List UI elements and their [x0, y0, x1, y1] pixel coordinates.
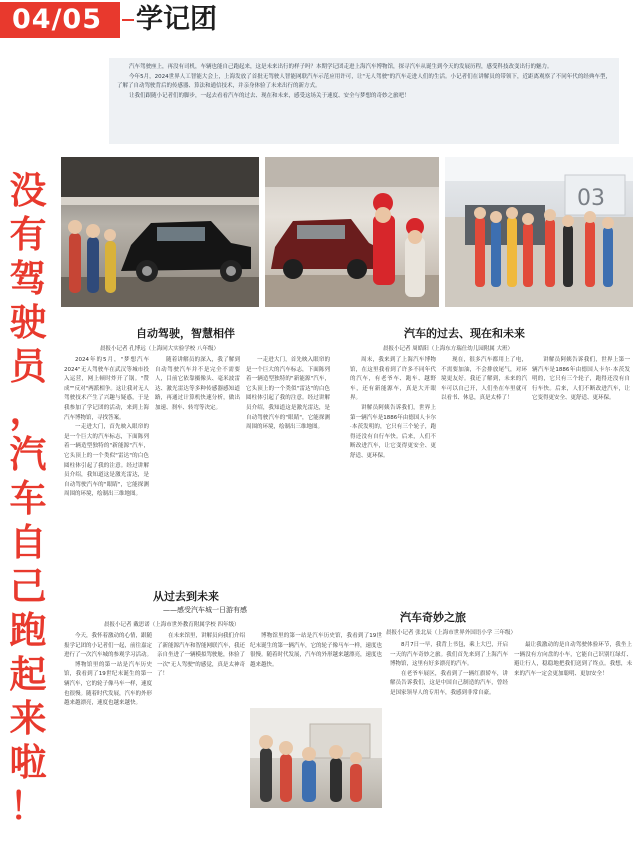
page-number: 04/05 [0, 2, 120, 38]
article-paragraph: 在未来馆里，讲解员向我们介绍了新能源汽车和智能网联汽车，我还亲自坐进了一辆模拟驾驶舱，体验了一次"无人驾驶"的感觉，真是太神奇了！ [157, 633, 245, 678]
article-paragraph: 一走进大门，首先映入眼帘的是一个巨大的汽车标志，下面陈列着一辆造型独特的"新能源"汽车，它头顶上的一个类似"雷达"的白色圆柱体引起了我的注意。经过讲解员介绍，我知道这是激光雷达，是自动驾驶汽车的"眼睛"，它能探测周围的环境，绘制出三维地图。 [246, 357, 330, 431]
article-byline: 晨报小记者 戴思诺（上海市世外教育附属学校 四年级） [104, 622, 240, 628]
article-body [441, 356, 527, 576]
article-body [64, 632, 152, 847]
intro-paragraph: 汽车驾驶座上，再没有司机，车辆也能自己跑起来，这是未来出行的样子吗？本期学记团走进上海汽车博物馆，探寻汽车从诞生到今天的发展历程，感受科技改变出行的魅力。 [129, 64, 553, 70]
article-title-car-history: 汽车的过去、现在和未来 [404, 327, 525, 340]
article-paragraph: 讲解员阿姨告诉我们，世界上第一辆汽车是1886年由德国人卡尔·本茨发明的，它只有三个轮子，跑得还没有自行车快。后来，人们不断改进汽车，让它变得更安全、更舒适、更环保。 [532, 357, 630, 402]
article-body [390, 641, 508, 851]
headline-char: 己 [9, 564, 47, 608]
page-header [0, 0, 640, 44]
article-title-past-future: 从过去到未来 [153, 590, 219, 603]
article-byline: 晨报小记者 周皓阳（上海东方瑞仕幼儿园附属 大班） [383, 346, 513, 352]
headline-char: 起 [9, 652, 47, 696]
intro-paragraph: 让我们跟随小记者们的脚步，一起去看看汽车的过去、现在和未来，感受这场关于速度、安全与梦想的奇妙之旅吧！ [129, 92, 410, 99]
red-car-illustration [265, 157, 439, 307]
article-body [250, 632, 382, 704]
headline-char: 驶 [9, 300, 47, 344]
intro-box [109, 58, 619, 144]
article-paragraph: 周末，我来到了上海汽车博物馆，在这里我看到了许多不同年代的汽车，有老爷车、跑车、越野车，还有新能源车，真是大开眼界。 [350, 357, 436, 402]
headline-char: 有 [9, 212, 47, 256]
headline-char: 自 [9, 520, 47, 564]
article-body [350, 356, 436, 576]
headline-char: 车 [9, 476, 47, 520]
classic-car-illustration [61, 157, 259, 307]
article-paragraph: 今天，我怀着激动的心情，跟随报学记团的小记者们一起，前往嘉定进行了一次汽车城的参观学习活动。 [64, 633, 152, 659]
article-paragraph: 博物馆里的第一站是汽车历史馆，我看到了19世纪末诞生的第一辆汽车，它的轮子像马车一样，速度也很慢。随着时代发展，汽车的外形越来越漂亮，速度也越来越快。 [64, 661, 152, 707]
article-body [155, 356, 240, 578]
main-headline [6, 168, 50, 828]
photo-experience [250, 708, 382, 808]
headline-char: 啦 [9, 740, 47, 784]
article-title-car-journey: 汽车奇妙之旅 [400, 611, 466, 624]
article-title-autonomous: 自动驾驶，智慧相伴 [136, 327, 235, 340]
article-byline: 晨报小记者 孔博远（上海同大实验学校 八年级） [100, 346, 219, 352]
exhibit-hall-illustration [445, 157, 633, 307]
article-subtitle: ——感受汽车城一日游有感 [163, 606, 247, 614]
photo-exhibit-hall [445, 157, 633, 307]
photo-classic-car [61, 157, 259, 307]
article-body [246, 356, 330, 578]
experience-illustration [250, 708, 382, 808]
header-divider [122, 19, 134, 21]
headline-char: ！ [9, 784, 47, 828]
article-byline: 晨报小记者 张北辰（上海市世界外国语小学 三年级） [386, 630, 516, 636]
headline-char: 员 [9, 344, 47, 388]
article-paragraph: 博物馆里的第一站是汽车历史馆，我看到了19世纪末诞生的第一辆汽车，它的轮子像马车一样，速度也很慢。随着时代发展，汽车的外形越来越漂亮，速度也越来越快。 [250, 633, 382, 668]
article-body [64, 356, 149, 578]
article-paragraph: 讲解员阿姨告诉我们，世界上第一辆汽车是1886年由德国人卡尔·本茨发明的，它只有三个轮子，跑得还没有自行车快。后来，人们不断改进汽车，让它变得更安全、更舒适、更环保。 [350, 404, 436, 459]
photo-red-car-exhibit [265, 157, 439, 307]
headline-char: ， [9, 388, 47, 432]
article-paragraph: 最让我激动的是自动驾驶体验环节，我坐上一辆没有方向盘的小车，它能自己识别红绿灯、避让行人，稳稳地把我们送到了终点。我想，未来的汽车一定会更加聪明、更加安全！ [514, 642, 632, 677]
section-title: 学记团 [136, 4, 217, 35]
article-paragraph: 随着讲解员的深入，我了解到自动驾驶汽车并不是完全不需要人，目前它依靠摄像头、毫米波雷达、激光雷达等多种传感器感知道路，再通过计算机快速分析，做出加速、刹车、转弯等决定。 [155, 357, 240, 411]
headline-char: 驾 [9, 256, 47, 300]
headline-char: 来 [9, 696, 47, 740]
article-paragraph: 8月7日一早，我背上书包，乘上大巴，开启一天的汽车奇妙之旅。我们首先来到了上海汽车博物馆，这里有好多漂亮的汽车。 [390, 642, 508, 668]
article-body [514, 641, 632, 851]
svg-text:03: 03 [577, 186, 605, 211]
article-paragraph: 现在，很多汽车都用上了电，不需要加油，不会排放尾气，对环境更友好。我还了解到，未来的汽车可以自己开，人们坐在车里就可以看书、休息，真是太棒了！ [441, 357, 527, 402]
headline-char: 没 [9, 168, 47, 212]
article-paragraph: 在老爷车展区，我看到了一辆红旗轿车，讲解员告诉我们，这是中国自己制造的汽车，曾经是国家领导人的专用车，我感到非常自豪。 [390, 670, 508, 696]
article-body [532, 356, 630, 576]
headline-char: 跑 [9, 608, 47, 652]
article-body [157, 632, 245, 847]
article-paragraph: 一走进大门，首先映入眼帘的是一个巨大的汽车标志，下面陈列着一辆造型独特的"新能源"汽车，它头顶上的一个类似"雷达"的白色圆柱体引起了我的注意。经过讲解员介绍，我知道这是激光雷达，是自动驾驶汽车的"眼睛"，它能探测周围的环境，绘制出三维地图。 [64, 424, 149, 498]
article-paragraph: 2024年的5月，"梦想汽车2024"无人驾驶车在武汉等城市投入运营，网上顿时炸开了锅。"赞成""反对"两派相争。这让我对无人驾驶技术产生了兴趣与疑惑，于是我参加了学记团的活动，来到上海汽车博物馆，寻找答案。 [64, 357, 149, 421]
headline-char: 汽 [9, 432, 47, 476]
intro-paragraph: 今年5月，2024世界人工智能大会上，上海发放了首批无驾驶人智能网联汽车示范应用许可，让"无人驾驶"的汽车走进人们的生活。小记者们在讲解员的带领下，近距离观察了不同年代的经典车型，了解了自动驾驶背后的传感器、算法和通信技术，并亲身体验了未来出行的新方式。 [117, 73, 611, 89]
